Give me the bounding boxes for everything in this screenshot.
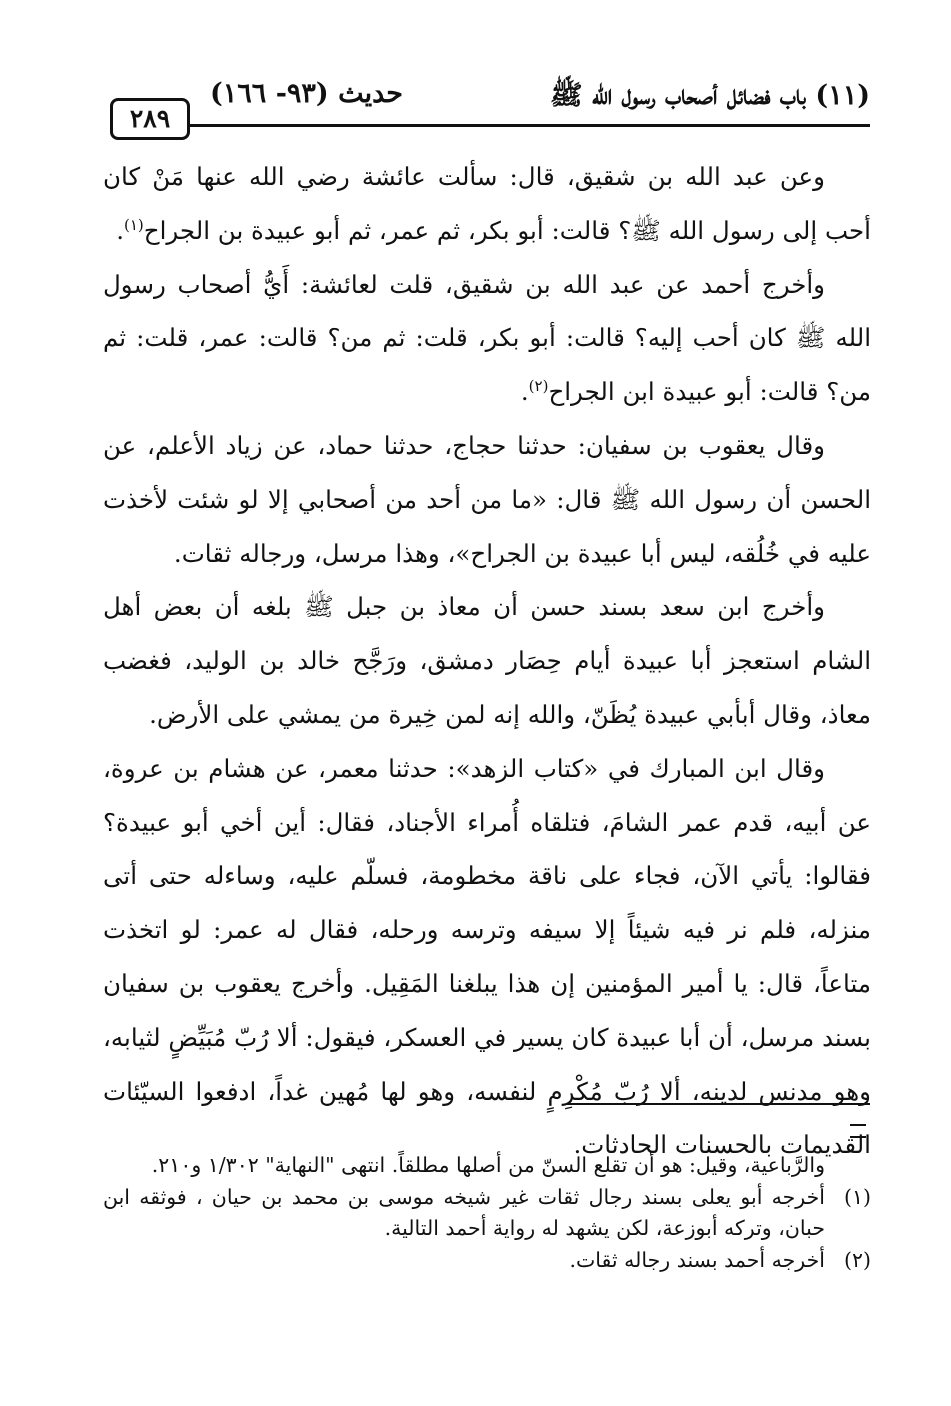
header-rule (182, 124, 870, 127)
main-text (103, 150, 871, 1172)
footnote-continuation: والرَّباعية، وقيل: هو أن تقلع السنّ من أصلها مطلقاً. انتهى "النهاية" ١/٣٠٢ و٢١٠. (151, 1153, 825, 1177)
hadith-range: حديث (٩٣- ١٦٦) (210, 78, 403, 109)
paragraph: وعن عبد الله بن شقيق، قال: سألت عائشة رضي الله عنها مَنْ كان أحب إلى رسول الله ﷺ؟ قالت: أبو بكر، ثم عمر، ثم أبو عبيدة بن الجراح$^{(١)}$. (103, 162, 871, 245)
page-number: ٢٨٩ (110, 98, 190, 140)
footnote-continuation-mark (850, 1124, 866, 1138)
paragraph: وأخرج أحمد عن عبد الله بن شقيق، قلت لعائشة: أَيُّ أصحاب رسول الله ﷺ كان أحب إليه؟ قالت: أبو بكر، قلت: ثم من؟ قالت: عمر، قلت: ثم من؟ قالت: أبو عبيدة ابن الجراح$^{(٢)}$. (103, 269, 871, 407)
footnote-separator (566, 1103, 870, 1105)
paragraph: وقال ابن المبارك في «كتاب الزهد»: حدثنا معمر، عن هشام بن عروة، عن أبيه، قدم عمر الشامَ، فتلقاه أُمراء الأجناد، فقال: أين أخي أبو عبيدة؟ فقالوا: يأتي الآن، فجاء على ناقة مخطومة، فسلّم عليه، وساءله حتى أتى منزله، فلم نر فيه شيئاً إلا سيفه وترسه ورحله، فقال له عمر: لو اتخذت متاعاً، قال: يا أمير المؤمنين إن هذا يبلغنا المَقِيل. وأخرج يعقوب بن سفيان بسند مرسل، أن أبا عبيدة كان يسير في العسكر، فيقول: ألا رُبّ مُبَيِّضٍ لثيابه، وهو مدنس لدينه، ألا رُبّ مُكْرِمٍ لنفسه، وهو لها مُهين غداً، ادفعوا السيّئات القديمات بالحسنات الحادثات. (103, 753, 871, 1160)
footnote-ref: (١) (124, 215, 144, 234)
footnotes (103, 1150, 871, 1276)
footnote-1: (١)أخرجه أبو يعلى بسند رجال ثقات غير شيخه موسى بن محمد بن حيان ، فوثقه ابن حبان، وتركه أبوزعة، لكن يشهد له رواية أحمد التالية. (103, 1184, 871, 1240)
footnote-ref: (٢) (528, 377, 549, 396)
paragraph: وقال يعقوب بن سفيان: حدثنا حجاج، حدثنا حماد، عن زياد الأعلم، عن الحسن أن رسول الله ﷺ قال: «ما من أحد من أصحابي إلا لو شئت لأخذت عليه في خُلُقه، ليس أبا عبيدة بن الجراح»، وهذا مرسل، ورجاله ثقات. (103, 430, 871, 568)
footnote-2: (٢)أخرجه أحمد بسند رجاله ثقات. (569, 1247, 871, 1272)
page-header (100, 72, 870, 133)
chapter-title: (١١) باب فضائل أصحاب رسول الله ﷺ (549, 80, 870, 111)
paragraph: وأخرج ابن سعد بسند حسن أن معاذ بن جبل ﷺ بلغه أن بعض أهل الشام استعجز أبا عبيدة أيام حِصَار دمشق، ورَجَّح خالد بن الوليد، فغضب معاذ، وقال أبأبي عبيدة يُظَنّ، والله إنه لمن خِيرة من يمشي على الأرض. (103, 592, 871, 729)
